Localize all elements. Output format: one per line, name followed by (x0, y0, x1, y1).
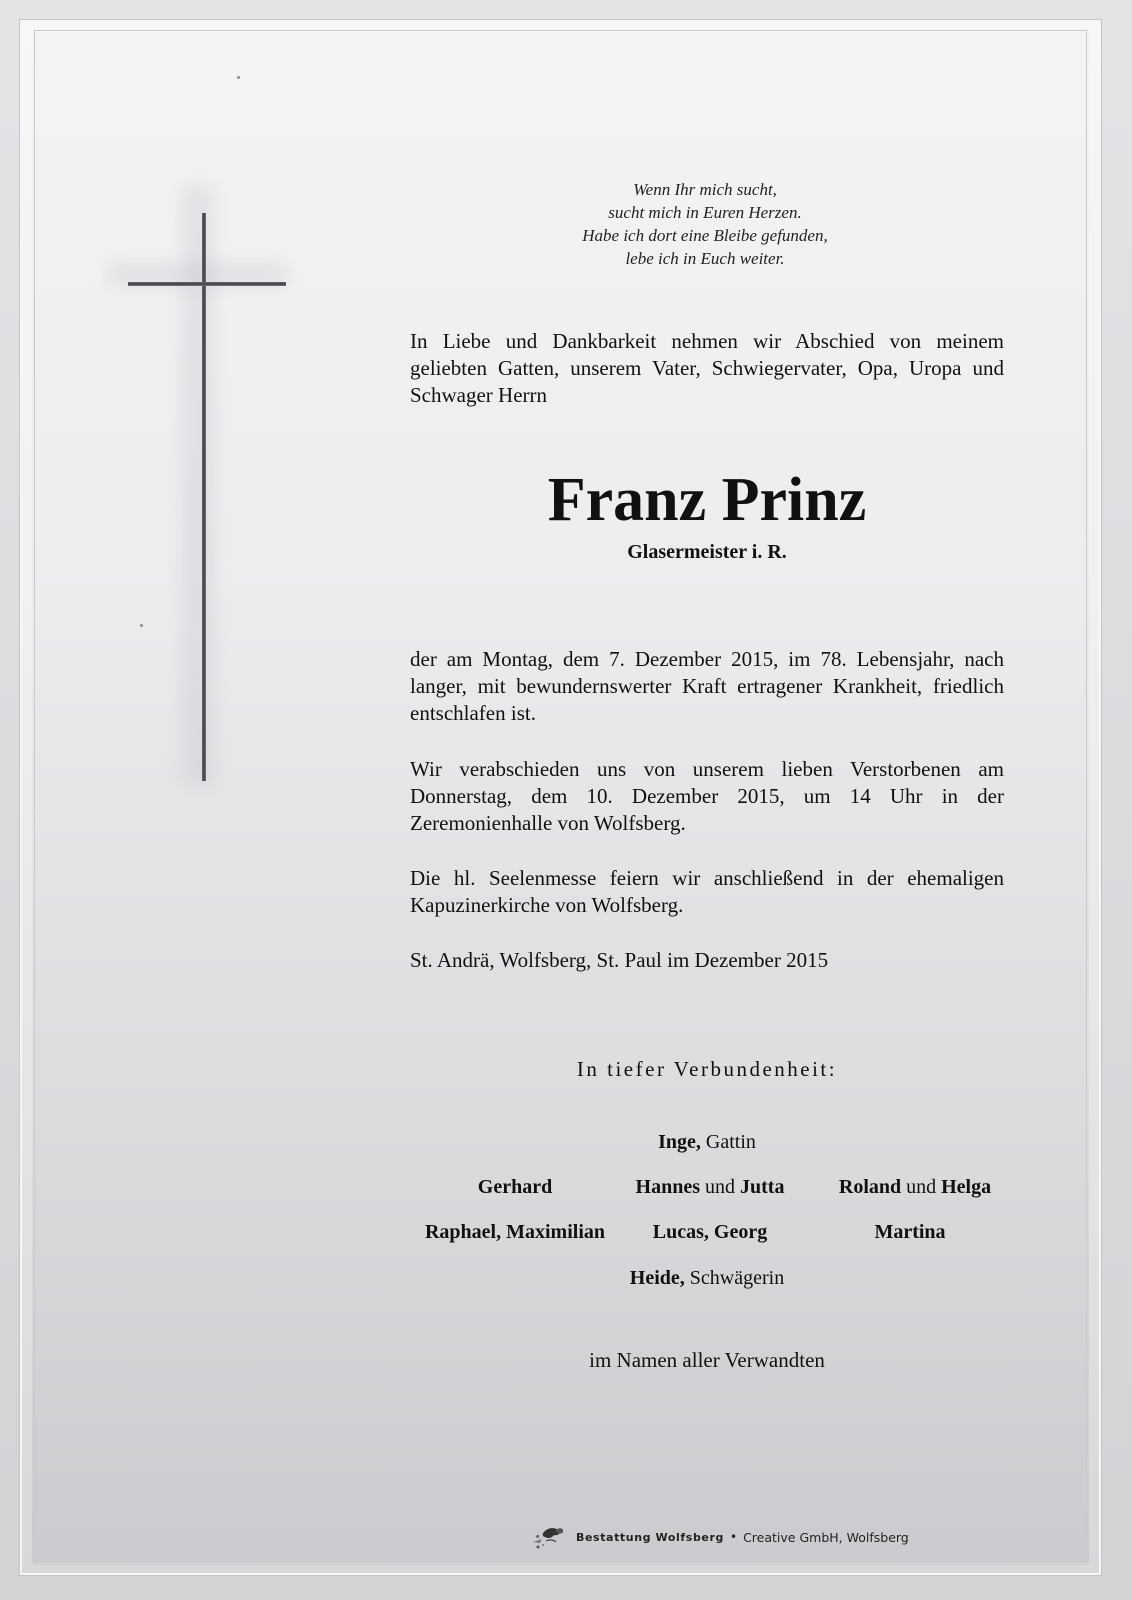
mourner-lucas-georg (610, 1219, 810, 1245)
poem-line: Habe ich dort eine Bleibe gefunden, (582, 226, 828, 245)
mourner-name: Raphael, Maximilian (424, 1221, 605, 1243)
funeral-home-logo-icon (530, 1524, 570, 1550)
poem (520, 178, 890, 270)
mourner-name: Inge, (658, 1131, 701, 1153)
mourner-name: Heide, (629, 1267, 685, 1289)
footer-brand: Bestattung Wolfsberg (576, 1530, 724, 1544)
footer-separator: • (730, 1530, 738, 1544)
place-date: St. Andrä, Wolfsberg, St. Paul im Dezember 2015 (410, 948, 829, 972)
mourner-raphael-maximilian (410, 1219, 620, 1245)
footer-company: Creative GmbH, Wolfsberg (743, 1529, 909, 1545)
mourner-role: Gattin (705, 1131, 756, 1153)
mourner-conjunction: und (705, 1176, 735, 1198)
mourner-hannes-jutta (610, 1174, 810, 1200)
speck (237, 76, 240, 79)
mourner-role: Schwägerin (689, 1267, 785, 1289)
mourner-name: Lucas, Georg (652, 1221, 768, 1243)
mourner-inge (410, 1129, 1004, 1155)
mourner-heide (410, 1265, 1004, 1291)
mourner-name: Jutta (740, 1176, 785, 1198)
mourner-roland-helga (810, 1174, 1020, 1200)
poem-line: Wenn Ihr mich sucht, (633, 180, 777, 199)
mourner-name: Hannes (635, 1176, 700, 1198)
intro-text: In Liebe und Dankbarkeit nehmen wir Abschied von meinem geliebten Gatten, unserem Vater, Schwiegervater, Opa, Uropa und Schwager Herrn (410, 329, 1004, 407)
poem-line: sucht mich in Euren Herzen. (608, 203, 802, 222)
poem-line: lebe ich in Euch weiter. (625, 249, 785, 268)
mourner-martina (810, 1219, 1010, 1245)
cross-icon (110, 185, 290, 805)
mourner-name: Martina (874, 1221, 946, 1243)
deceased-name: Franz Prinz (547, 466, 867, 534)
mourner-conjunction: und (906, 1176, 937, 1198)
mourner-name: Roland (838, 1176, 902, 1198)
mourner-name: Gerhard (477, 1176, 553, 1198)
deceased-title: Glasermeister i. R. (627, 541, 787, 563)
mourner-name: Helga (941, 1176, 992, 1198)
closing-line: In tiefer Verbundenheit: (576, 1057, 838, 1081)
mourner-gerhard (410, 1174, 620, 1200)
mass-notice: Die hl. Seelenmesse feiern wir anschließend in der ehemaligen Kapuzinerkirche von Wolfsberg. (410, 866, 1004, 917)
death-notice: der am Montag, dem 7. Dezember 2015, im 78. Lebensjahr, nach langer, mit bewundernswerter Kraft ertragener Krankheit, friedlich entschlafen ist. (410, 647, 1004, 725)
relatives-line: im Namen aller Verwandten (589, 1348, 825, 1372)
footer (530, 1523, 930, 1551)
farewell-notice: Wir verabschieden uns von unserem lieben Verstorbenen am Donnerstag, dem 10. Dezember 2015, um 14 Uhr in der Zeremonienhalle von Wolfsberg. (410, 757, 1004, 835)
